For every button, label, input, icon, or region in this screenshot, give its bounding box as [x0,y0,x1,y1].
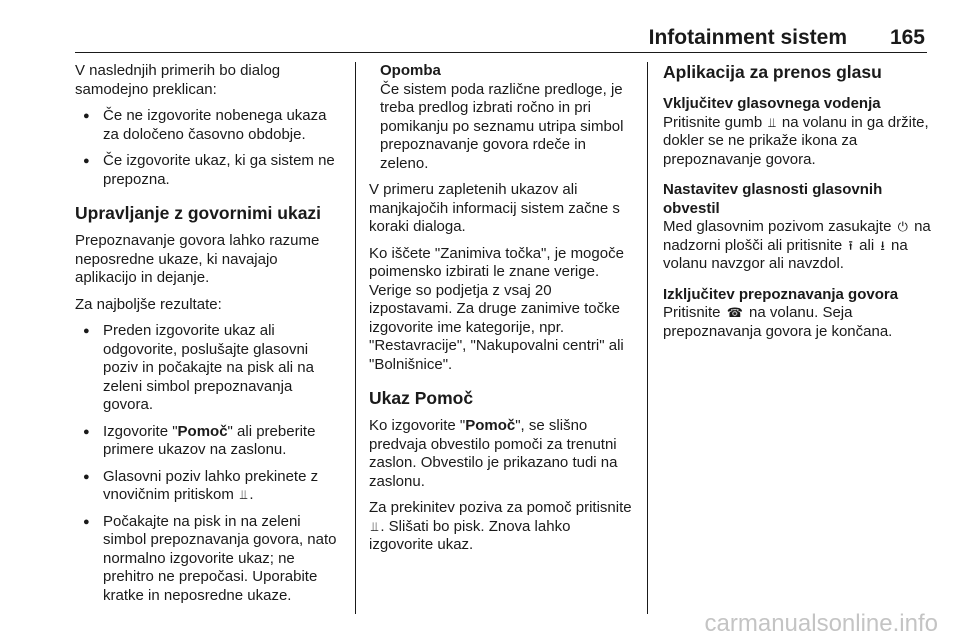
text: . [249,486,254,503]
column-right [663,62,933,349]
voice-icon: ⫫ [371,518,379,534]
text: ", se slišno predvaja obvestilo pomoči za trenutni zaslon. Obvestilo je prikazano tudi na zaslonu. [369,417,618,490]
note-title: Opomba [380,62,441,79]
page-header [75,0,927,53]
text: Glasovni poziv lahko prekinete z vnovičnim pritiskom [103,467,319,503]
voice-icon: ⫫ [768,114,776,130]
text: . Slišati bo pisk. Znova lahko izgovorite ukaz. [369,517,571,553]
text: Izgovorite " [103,422,178,440]
volume-down-icon: ⭳ [880,237,885,253]
list-item: ● Preden izgovorite ukaz ali odgovorite, poslušajte glasovni poziv in počakajte na pisk ali na zeleni simbol prepoznavanja govora. [75,322,343,415]
tips-list [75,322,343,605]
list-item: ● Če ne izgovorite nobenega ukaza za določeno časovno obdobje. [75,107,343,144]
text: na nadzorni plošči ali pritisnite [663,218,931,254]
list-item [75,423,343,460]
paragraph [663,114,933,170]
text: Pritisnite [663,304,725,321]
hang-up-icon: ☎ [726,305,743,320]
paragraph: V primeru zapletenih ukazov ali manjkajočih informacij sistem začne s koraki dialoga. [369,181,620,235]
column-middle [369,62,635,563]
voice-icon: ⫫ [240,487,248,502]
column-divider [355,62,356,614]
note-box [369,62,635,173]
bold-text: Pomoč [177,422,228,440]
paragraph [369,417,635,491]
section-heading-voice-app: Aplikacija za prenos glasu [663,62,882,82]
bold-text: Pomoč [465,417,516,434]
section-title: Infotainment sistem [648,26,847,49]
text: ali [854,236,879,254]
cancel-list [75,107,343,189]
paragraph [663,304,933,341]
list-item: ● Počakajte na pisk in na zeleni simbol prepoznavanja govora, nato normalno izgovorite ukaz; ne prehitro ne prepočasi. Uporabite kratke in neposredne ukaze. [75,513,343,606]
watermark: carmanualsonline.info [704,610,938,637]
note-text: Če sistem poda različne predloge, je treba predlog izbrati ročno in pri pomikanju po seznamu utripa simbol prepoznavanje govora rdeče in zeleno. [380,80,624,172]
paragraph: Ko iščete "Zanimiva točka", je mogoče poimensko izbirati le znane verige. Verige so podjetja z vsaj 20 izpostavami. Za druge zanimive točke izgovorite ime kategorije, npr. "Restavracije", "Nakupovalni centri" ali "Bolnišnice". [369,244,624,373]
text: Med glasovnim pozivom zasukajte [663,218,896,235]
text: Pritisnite gumb [663,113,767,131]
text: na volanu. Seja prepoznavanja govora je končana. [663,304,893,340]
list-item: ● Če izgovorite ukaz, ki ga sistem ne prepozna. [75,152,343,189]
text: " ali preberite primere ukazov na zaslonu. [103,422,316,458]
paragraph [369,499,635,555]
page-number: 165 [889,26,925,49]
text: Za prekinitev poziva za pomoč pritisnite [369,499,632,516]
subheading: Vključitev glasovnega vodenja [663,95,881,112]
text: na volanu navzgor ali navzdol. [663,236,908,272]
paragraph: Za najboljše rezultate: [75,295,222,313]
subheading: Izključitev prepoznavanja govora [663,285,899,303]
section-heading-help: Ukaz Pomoč [369,388,474,408]
volume-up-icon: ⭱ [848,237,853,253]
column-divider [647,62,648,614]
intro-text: V naslednjih primerih bo dialog samodejno preklican: [75,62,281,98]
paragraph [663,218,933,274]
text: Ko izgovorite " [369,417,466,434]
paragraph: Prepoznavanje govora lahko razume neposredne ukaze, ki navajajo aplikacijo in dejanje. [75,232,320,286]
subheading: Nastavitev glasnosti glasovnih obvestil [663,181,883,217]
text: na volanu in ga držite, dokler se ne prikaže ikona za prepoznavanje govora. [663,113,929,168]
section-heading-voice-commands: Upravljanje z govornimi ukazi [75,203,322,223]
column-left [75,62,343,613]
power-knob-icon: ⏻ [897,219,908,234]
list-item [75,468,343,505]
